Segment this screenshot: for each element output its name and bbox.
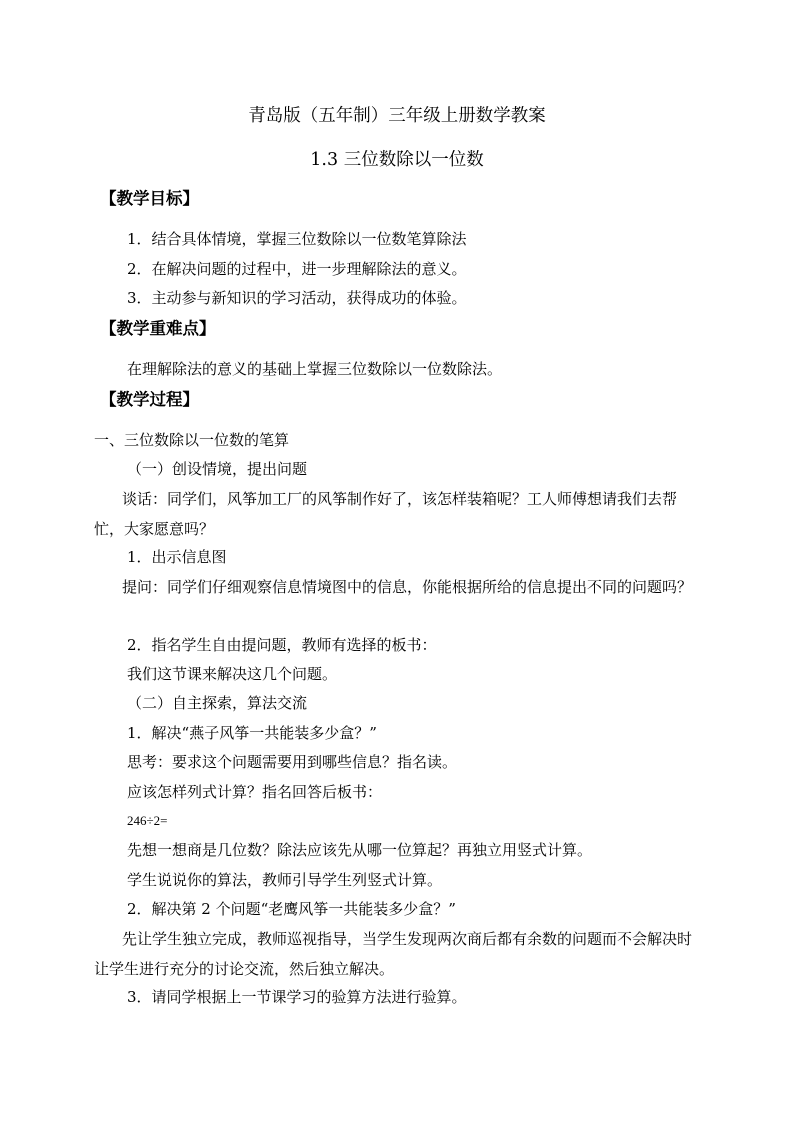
formula: 246÷2= xyxy=(127,813,168,828)
document-subtitle: 1.3 三位数除以一位数 xyxy=(310,150,484,170)
question-paragraph: 提问：同学们仔细观察信息情境图中的信息，你能根据所给的信息提出不同的问题吗？ xyxy=(122,578,693,596)
how-calc-text: 应该怎样列式计算？指名回答后板书： xyxy=(127,783,383,801)
talk-paragraph: 谈话：同学们，风筝加工厂的风筝制作好了，该怎样装箱呢？工人师傅想请我们去帮忙，大家愿意吗？ xyxy=(94,490,678,538)
show-info-item: 1．出示信息图 xyxy=(127,548,227,566)
solve2-item: 2．解决第 2 个问题“老鹰风筝一共能装多少盒？” xyxy=(127,900,456,918)
solve-intro: 我们这节课来解决这几个问题。 xyxy=(127,665,338,683)
key-points-heading: 【教学重难点】 xyxy=(100,319,216,338)
step1-title: （一）创设情境，提出问题 xyxy=(127,460,308,478)
goal-item: 3．主动参与新知识的学习活动，获得成功的体验。 xyxy=(127,289,467,307)
think-text: 思考：要求这个问题需要用到哪些信息？指名读。 xyxy=(127,753,458,771)
goal-item: 1．结合具体情境，掌握三位数除以一位数笔算除法 xyxy=(127,230,467,248)
key-points-text: 在理解除法的意义的基础上掌握三位数除以一位数除法。 xyxy=(127,360,503,378)
name-students-item: 2．指名学生自由提问题，教师有选择的板书： xyxy=(127,636,437,654)
independent-paragraph: 先让学生独立完成，教师巡视指导，当学生发现两次商后都有余数的问题而不会解决时让学生进行充分的讨论交流，然后独立解决。 xyxy=(94,930,693,978)
part1-title: 一、三位数除以一位数的笔算 xyxy=(94,431,290,449)
document-title: 青岛版（五年制）三年级上册数学教案 xyxy=(248,106,546,126)
goal-item: 2．在解决问题的过程中，进一步理解除法的意义。 xyxy=(127,260,467,278)
goals-heading: 【教学目标】 xyxy=(100,189,199,208)
first-think-text: 先想一想商是几位数？除法应该先从哪一位算起？再独立用竖式计算。 xyxy=(127,841,593,859)
process-heading: 【教学过程】 xyxy=(100,390,199,409)
verify-item: 3．请同学根据上一节课学习的验算方法进行验算。 xyxy=(127,988,467,1006)
solve1-item: 1．解决“燕子风筝一共能装多少盒？” xyxy=(127,724,377,742)
students-say-text: 学生说说你的算法，教师引导学生列竖式计算。 xyxy=(127,871,443,889)
step2-title: （二）自主探索，算法交流 xyxy=(127,694,308,712)
